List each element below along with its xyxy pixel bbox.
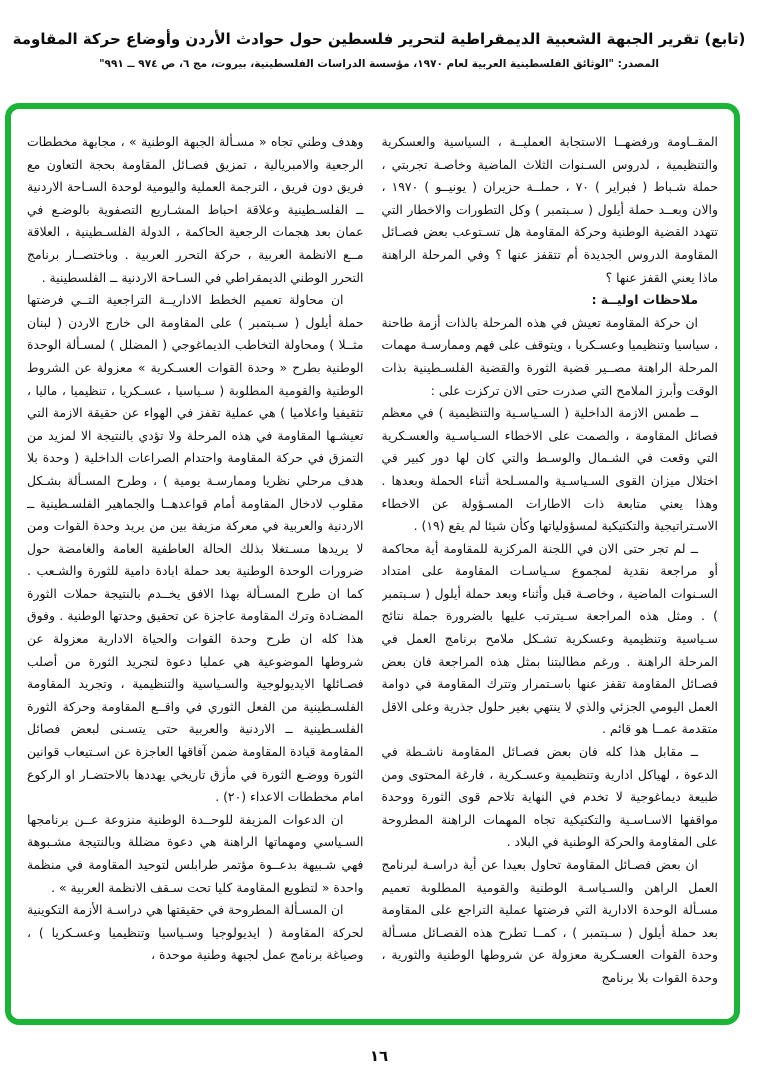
paragraph: ــ لم تجر حتى الان في اللجنة المركزية للمقاومة أية محاكمة أو مراجعة نقدية لمجموع سـياسـات المقاومة على امتداد السـنوات الماضية ، وخاصـة قبل وأثناء وبعد حملة أيلول ( سـبتمبر ) . ومثل هذه المراجعة سـيترتب عليها بالضرورة جملة نتائج سـياسية وتنظيمية وعسكرية تشـكل ملامح برنامج العمل في المرحلة الراهنة . ورغم مطالبتنا بمثل هذه المراجعة فان بعض فصـائل المقاومة تقفز عنها باسـتمرار وتترك المقاومة في دوامة العمل اليومي الجزئي والذي لا ينتهي بغير حلول جذرية وعلى الاقل متقدمة عمــا هو قائم . — [381, 540, 718, 737]
paragraph: ان الدعوات المزيفة للوحــدة الوطنية منزوعة عــن برنامجها السـياسي ومهماتها الراهنة هي دعوة مضللة وبالنتيجة مشـبوهة فهي شـبيهة بدعــوة مؤتمر طرابلس لتوحيد المقاومة في منظمة واحدة « لتطويع المقاومة كليا تحت سـقف الانظمة العربية » . — [27, 811, 364, 895]
paragraph: ان بعض فصـائل المقاومة تحاول بعيدا عن أية دراسـة لبرنامج العمل الراهن والسـياسـة الوطنية والقومية المطلوبة تعميم مسـألة الوحدة الادارية التي فرضتها عملية التراجع على المقاومة بعد حملة أيلول ( سـبتمبر ) ، كمــا تطرح هذه الفصـائل مسـألة وحدة القوات العسـكرية معزولة عن شروطها الوطنية والثورية ، وحدة القوات بلا برنامج — [381, 857, 718, 985]
column-left — [27, 131, 364, 1011]
paragraph: ان المسـألة المطروحة في حقيقتها هي دراسـة الأزمة التكوينية لحركة المقاومة ( ايديولوجيا وسـياسيا وتنظيميا وعسـكريا ) ، وصياغة برنامج عمل لجبهة وطنية موحدة ، — [27, 902, 364, 963]
paragraph: ان حركة المقاومة تعيش في هذه المرحلة بالذات أزمة طاحنة ، سياسيا وتنظيميا وعسـكريا ، ويتوقف على فهم وممارسـة مهمات المرحلة الراهنة مصــير قضية الثورة والقضية الفلسـطينية بذات الوقت وأبرز الملامح التي صدرت حتى الان تركزت على : — [381, 314, 718, 398]
column-right — [382, 131, 719, 1011]
paragraph: المقــاومة ورفضهــا الاستجابة العمليــة ، السياسية والعسكرية والتنظيمية ، لدروس السـنوات الثلاث الماضية وخاصـة تجربتي ، حملة شـباط ( فبراير ) ٧٠ ، حملــة حزيران ( يونيــو ) ١٩٧٠ ، والان وبعــد حملة أيلول ( سـبتمبر ) وكل التطورات والاخطار التي تتهدد القضية الوطنية وحركة المقاومة هل تسـتوعب بعض فصـائل المقاومة الدروس الجديدة أم تتقفز عنها ؟ وفي المرحلة الراهنة ماذا يعني القفز عنها ؟ — [381, 134, 718, 285]
paragraph: وهدف وطني تجاه « مسـألة الجبهة الوطنية » ، مجابهة مخططات الرجعية والامبريالية ، تمزيق فصـائل المقاومة بحجة التعاون مع فريق دون فريق ، الترجمة العملية واليومية لوحدة السـاحة الاردنية ــ الفلسـطينية وعلاقة احباط المشـاريع التصفوية بالوضـع في عمان بعد هجمات الرجعية الحاكمة ، الدولة الفلسـطينية ، العلاقة مــع الانظمة العربية ، حركة التحرر العربية . وباختصــار برنامج التحرر الوطني الديمقراطي في السـاحة الاردنية ــ الفلسطينية . — [27, 134, 364, 285]
page-header — [0, 0, 758, 70]
paragraph: ــ طمس الازمة الداخلية ( السـياسـية والتنظيمية ) في معظم فصائل المقاومة ، والصمت على الاخطاء السـياسـية والعسـكرية التي وقعت في الشـمال والوسـط والتي كان لها دور كبير في اختلال ميزان القوى السـياسـية والمسـلحة أثناء الحملة وبعدها . وهذا يعني متابعة ذات الاطارات المسـؤولة عن الاخطاء الاسـتراتيجية والتكتيكية لمسؤولياتها وكأن شيئا لم يقع (١٩) . — [381, 405, 718, 534]
paragraph: ان محاولة تعميم الخطط الاداريــة التراجعية التــي فرضتها حملة أيلول ( سـبتمبر ) على المقاومة الى خارج الاردن ( لبنان مثــلا ) ومحاولة التخاطب الديماغوجي ( المضلل ) لمسـألة الوحدة الوطنية بطرح « وحدة القوات العسـكرية » معزولة عن الشروط الوطنية والقومية المطلوبة ( سـياسيا ، عسـكريا ، تنظيميا ، ماليا ، تثقيفيا واعلاميا ) هي عملية تقفز في الهواء عن حقيقة الازمة التي تعيشـها المقاومة في هذه المرحلة ولا تؤدي بالنتيجة الا لمزيد من التمزق في حركة المقاومة واحتدام الصراعات الداخلية ( وحدة بلا هدف مرحلي نظريا وممارسـة يومية ) ، وطرح المسـألة بشـكل مقلوب لادخال المقاومة أمام قواعدهــا والجماهير الفلسـطينية ــ الاردنية والعربية في معركة مزيفة بين من يريد وحدة القوات ومن لا يريدها مسـتغلا بذلك الحالة العاطفية العامة والغامضة حول ضرورات الوحدة الوطنية بعد حملة ابادة دامية للثورة والشـعب . كما ان طرح المسـألة بهذا الافق يخــدم بالنتيجة حملات الثورة المضـادة وترك المقاومة عاجزة عن تحقيق وحدتها الوطنية . وفوق هذا كله ان طرح وحدة القوات والحياة الادارية معزولة عن شروطها الموضوعية هي عمليا دعوة لتجريد الثورة من أصلب فصـائلها الايديولوجية والسـياسية والتنظيمية ، وتجريد المقاومة الفلسـطينية من الفعل الثوري في واقــع المقاومة وحركة الثورة الفلسـطينية ــ الاردنية والعربية حتى يتسـنى لبعض فصائل المقاومة قيادة المقاومة ضمن آفاقها العاجزة عن اسـتيعاب قوانين الثورة ووضـع الثورة في مأزق تاريخي يهددها بالاحتضـار او الركوع امام مخططات الاعداء (٢٠) . — [27, 292, 364, 805]
source-citation: المصدر: "الوثائق الفلسطينية العربية لعام ١٩٧٠، مؤسسة الدراسات الفلسطينية، بيروت، مج ٦، ص ٩٧٤ ــ ٩٩١" — [99, 58, 659, 70]
page-number: ١٦ — [369, 1047, 389, 1065]
document-frame — [5, 103, 740, 1025]
section-heading: ملاحظات اوليــة : — [591, 292, 698, 308]
document-title: (تابع) تقرير الجبهة الشعبية الديمقراطية لتحرير فلسطين حول حوادث الأردن وأوضاع حركة المقاومة — [12, 30, 746, 48]
paragraph: ــ مقابل هذا كله فان بعض فصـائل المقاومة ناشـطة في الدعوة ، لهياكل ادارية وتنظيمية وعسـكرية ، فارغة المحتوى ومن طبيعة ديماغوجية لا تخدم في النهاية تلاحم قوى الثورة ووحدة مواقفها الاسـاسـية والتكتيكية تجاه المهمات الراهنة المطروحة على المقاومة والحركة الوطنية في البلاد . — [381, 744, 718, 850]
two-column-layout — [27, 131, 718, 1011]
